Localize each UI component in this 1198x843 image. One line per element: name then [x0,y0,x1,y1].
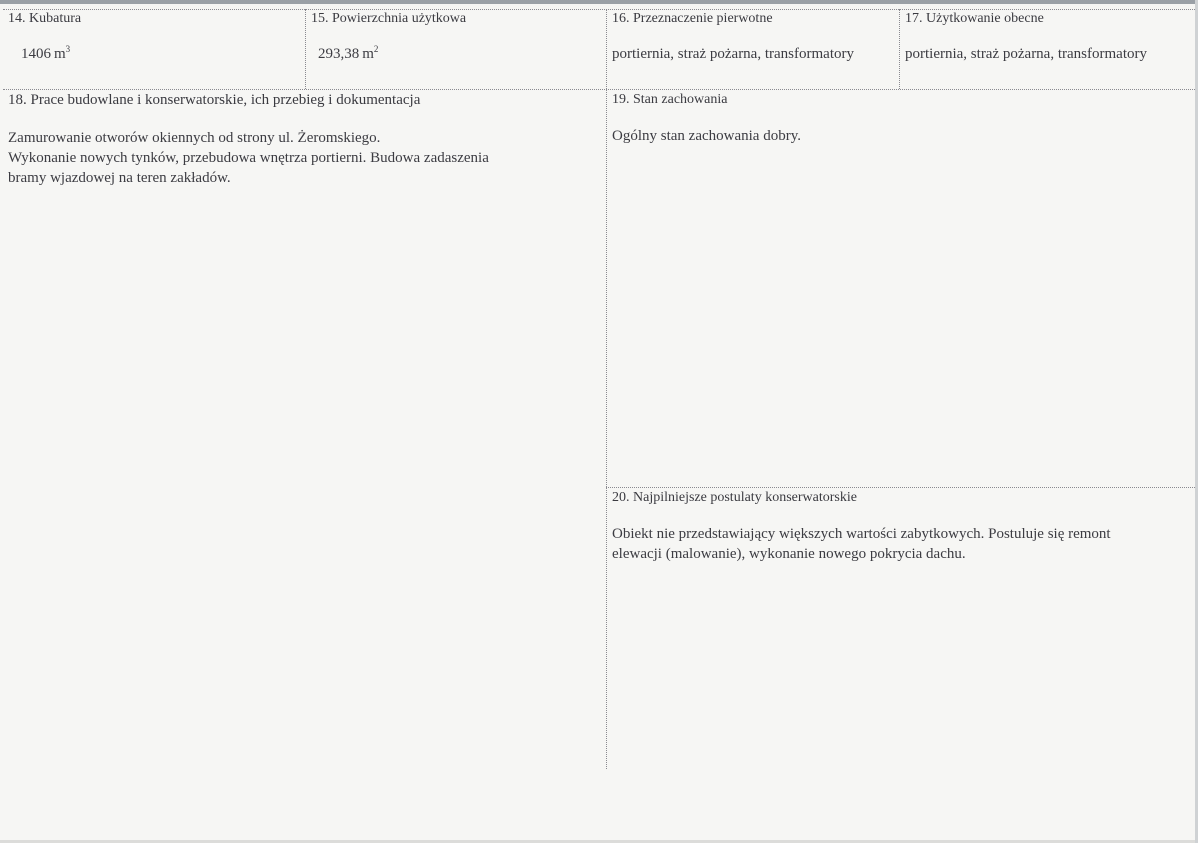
powierzchnia-label: 15. Powierzchnia użytkowa [311,11,467,26]
powierzchnia-value [318,46,378,63]
prace-line: Zamurowanie otworów okiennych od strony ul. Żeromskiego. [8,130,381,146]
powierzchnia-exponent: 2 [373,44,379,54]
postulaty-line: Obiekt nie przedstawiający większych wartości zabytkowych. Postuluje się remont [612,526,1111,542]
powierzchnia-unit: m [362,46,374,62]
uzytkowanie-label: 17. Użytkowanie obecne [905,11,1044,26]
postulaty-text [612,524,1111,564]
kubatura-exponent: 3 [65,44,71,54]
kubatura-value [21,46,70,63]
stan-line: Ogólny stan zachowania dobry. [612,128,801,144]
uzytkowanie-value: portiernia, straż pożarna, transformatory [905,46,1147,62]
card-top-edge [0,0,1198,4]
przeznaczenie-label: 16. Przeznaczenie pierwotne [612,11,773,26]
stan-label: 19. Stan zachowania [612,92,728,107]
kubatura-number: 1406 [21,46,51,62]
divider-col1 [305,9,306,89]
prace-text [8,128,489,188]
divider-top [3,9,1195,10]
divider-row2 [606,487,1195,488]
divider-row1 [3,89,1195,90]
stan-text [612,126,801,146]
prace-label: 18. Prace budowlane i konserwatorskie, ich przebieg i dokumentacja [8,92,421,108]
divider-col2 [606,9,607,769]
kubatura-unit: m [54,46,66,62]
prace-line: bramy wjazdowej na teren zakładów. [8,170,231,186]
postulaty-line: elewacji (malowanie), wykonanie nowego pokrycia dachu. [612,546,966,562]
divider-col3 [899,9,900,89]
prace-line: Wykonanie nowych tynków, przebudowa wnętrza portierni. Budowa zadaszenia [8,150,489,166]
kubatura-label: 14. Kubatura [8,11,82,26]
powierzchnia-number: 293,38 [318,46,360,62]
postulaty-label: 20. Najpilniejsze postulaty konserwatorskie [612,490,857,505]
przeznaczenie-value: portiernia, straż pożarna, transformatory [612,46,854,62]
